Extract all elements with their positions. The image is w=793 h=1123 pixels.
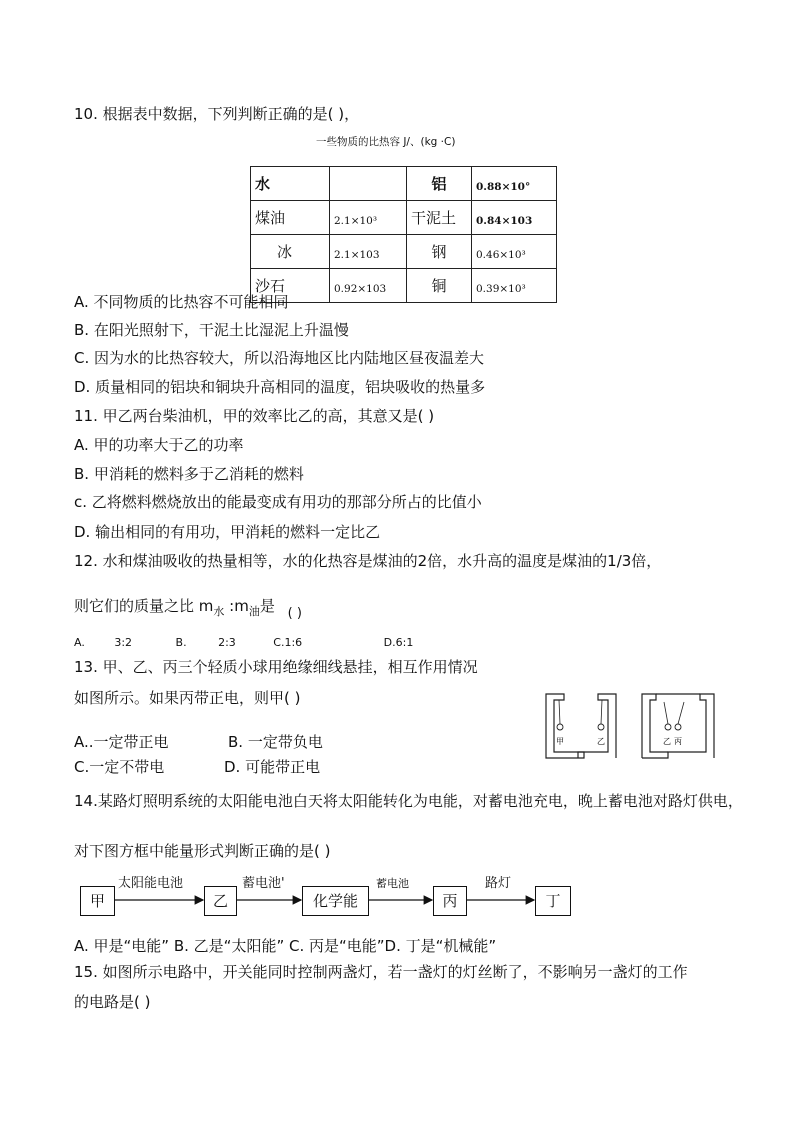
table-cell: 0.88×10° — [472, 167, 557, 201]
table-cell: 铜 — [407, 269, 472, 303]
table-cell: 0.39×10³ — [472, 269, 557, 303]
table-cell: 0.46×10³ — [472, 235, 557, 269]
table-caption: 一些物质的比热容 J/、(kg ·C) — [316, 136, 456, 148]
q13-option-c: C.一定不带电 — [74, 758, 165, 776]
q10-option-c: C. 因为水的比热容较大，所以沿海地区比内陆地区昼夜温差大 — [74, 349, 485, 367]
q10-stem: 10. 根据表中数据，下列判断正确的是( )， — [74, 105, 360, 123]
label-battery-2: 蓄电池 — [376, 877, 409, 890]
q11-option-a: A. 甲的功率大于乙的功率 — [74, 436, 244, 454]
q12-opt-b-val: 2:3 — [218, 636, 236, 649]
q14-stem: 14.某路灯照明系统的太阳能电池白天将太阳能转化为电能，对蓄电池充电，晚上蓄电池对路灯供电， — [74, 792, 743, 810]
q12-text: 则它们的质量之比 m — [74, 597, 214, 615]
q15-stem-2: 的电路是( ) — [74, 993, 151, 1011]
table-cell: 干泥土 — [407, 201, 472, 235]
table-cell: 水 — [251, 167, 330, 201]
table-cell: 钢 — [407, 235, 472, 269]
q12-paren: ( ) — [287, 606, 302, 621]
label-solar-cell: 太阳能电池 — [118, 876, 184, 891]
q12-sub-oil: 油 — [248, 605, 260, 618]
q10-option-d: D. 质量相同的铝块和铜块升高相同的温度，铝块吸收的热量多 — [74, 378, 486, 396]
q12-opt-c: C.1:6 — [273, 636, 303, 649]
table-cell: 2.1×10³ — [330, 201, 407, 235]
label-battery-1: 蓄电池' — [242, 876, 285, 891]
q14-stem-2: 对下图方框中能量形式判断正确的是( ) — [74, 842, 331, 860]
q11-option-c: c. 乙将燃料燃烧放出的能最变成有用功的那部分所占的比值小 — [74, 493, 482, 511]
q14-options: A. 甲是“电能” B. 乙是“太阳能” C. 丙是“电能”D. 丁是“机械能” — [74, 937, 497, 955]
q12-opt-a: A. — [74, 636, 85, 649]
box-chemical-energy: 化学能 — [302, 886, 369, 916]
q12-text-end: 是 — [259, 597, 275, 615]
q15-stem: 15. 如图所示电路中，开关能同时控制两盏灯，若一盏灯的灯丝断了，不影响另一盏灯的工作 — [74, 963, 688, 981]
box-bing: 丙 — [433, 886, 467, 916]
ball-label-jia: 甲 — [556, 737, 564, 746]
ball-label-yi-2: 乙 — [663, 737, 671, 746]
q12-stem: 12. 水和煤油吸收的热量相等，水的化热容是煤油的2倍，水升高的温度是煤油的1/3倍， — [74, 552, 662, 570]
q12-sub-water: 水 — [213, 605, 225, 618]
q12-opt-a-val: 3:2 — [114, 636, 133, 649]
q13-option-b: B. 一定带负电 — [228, 733, 323, 751]
q11-stem: 11. 甲乙两台柴油机，甲的效率比乙的高，其意又是( ) — [74, 407, 435, 425]
table-cell: 0.84×103 — [472, 201, 557, 235]
table-cell: 2.1×103 — [330, 235, 407, 269]
q13-option-d: D. 可能带正电 — [224, 758, 321, 776]
q13-stem-2: 如图所示。如果丙带正电，则甲( ) — [74, 689, 301, 707]
table-cell: 铝 — [407, 167, 472, 201]
table-cell: 煤油 — [251, 201, 330, 235]
q12-opt-b: B. — [175, 636, 187, 649]
q11-option-d: D. 输出相同的有用功，甲消耗的燃料一定比乙 — [74, 523, 381, 541]
q13-option-a: A..一定带正电 — [74, 733, 169, 751]
box-ding: 丁 — [535, 886, 571, 916]
ball-label-bing: 丙 — [674, 737, 682, 746]
table-cell: 0.92×103 — [330, 269, 407, 303]
label-street-lamp: 路灯 — [485, 876, 512, 891]
q13-stem: 13. 甲、乙、丙三个轻质小球用绝缘细线悬挂，相互作用情况 — [74, 658, 478, 676]
q12-colon: :m — [224, 597, 249, 615]
table-cell: 沙石 — [251, 269, 330, 303]
q12-opt-d: D.6:1 — [383, 636, 414, 649]
q11-option-b: B. 甲消耗的燃料多于乙消耗的燃料 — [74, 465, 304, 483]
box-yi: 乙 — [204, 886, 237, 916]
ball-label-yi: 乙 — [597, 737, 605, 746]
q10-option-a: A. 不同物质的比热容不可能相同 — [74, 293, 289, 311]
table-cell: 冰 — [251, 235, 330, 269]
q10-option-b: B. 在阳光照射下，干泥土比湿泥上升温慢 — [74, 321, 349, 339]
box-jia: 甲 — [80, 886, 115, 916]
